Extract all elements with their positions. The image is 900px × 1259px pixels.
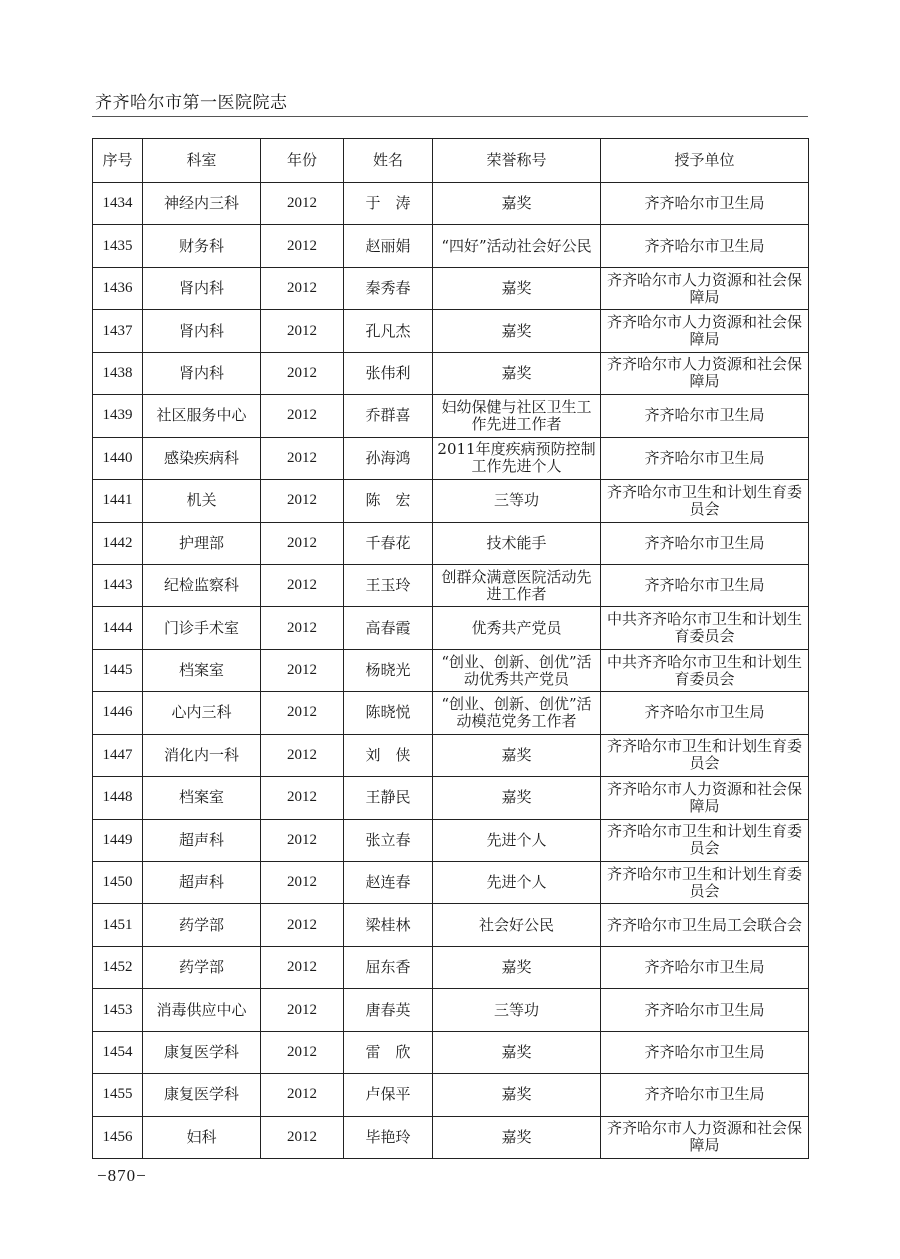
column-header-awarding-unit: 授予单位 bbox=[601, 139, 809, 183]
cell-awarding-unit: 齐齐哈尔市卫生局 bbox=[601, 989, 809, 1031]
cell-awarding-unit: 齐齐哈尔市人力资源和社会保障局 bbox=[601, 352, 809, 394]
cell-year: 2012 bbox=[261, 564, 344, 606]
cell-department: 消化内一科 bbox=[143, 734, 261, 776]
cell-honor: 嘉奖 bbox=[433, 267, 601, 309]
cell-awarding-unit: 齐齐哈尔市卫生和计划生育委员会 bbox=[601, 862, 809, 904]
cell-department: 康复医学科 bbox=[143, 1074, 261, 1116]
cell-number: 1455 bbox=[93, 1074, 143, 1116]
table-row bbox=[93, 183, 809, 225]
cell-year: 2012 bbox=[261, 692, 344, 734]
table-row bbox=[93, 267, 809, 309]
cell-honor: 嘉奖 bbox=[433, 352, 601, 394]
table-row bbox=[93, 777, 809, 819]
cell-department: 档案室 bbox=[143, 777, 261, 819]
cell-department: 机关 bbox=[143, 480, 261, 522]
table-row bbox=[93, 352, 809, 394]
header-rule bbox=[92, 116, 808, 117]
cell-honor: 妇幼保健与社区卫生工作先进工作者 bbox=[433, 395, 601, 437]
column-header-honor: 荣誉称号 bbox=[433, 139, 601, 183]
cell-awarding-unit: 齐齐哈尔市卫生局 bbox=[601, 946, 809, 988]
column-header-name: 姓名 bbox=[344, 139, 433, 183]
cell-year: 2012 bbox=[261, 607, 344, 649]
column-header-number: 序号 bbox=[93, 139, 143, 183]
cell-name: 孔凡杰 bbox=[344, 310, 433, 352]
cell-department: 肾内科 bbox=[143, 310, 261, 352]
cell-awarding-unit: 齐齐哈尔市卫生和计划生育委员会 bbox=[601, 734, 809, 776]
running-header-title: 齐齐哈尔市第一医院院志 bbox=[95, 93, 288, 113]
cell-name: 于 涛 bbox=[344, 183, 433, 225]
table-row bbox=[93, 607, 809, 649]
cell-name: 屈东香 bbox=[344, 946, 433, 988]
cell-number: 1454 bbox=[93, 1031, 143, 1073]
cell-name: 乔群喜 bbox=[344, 395, 433, 437]
cell-awarding-unit: 齐齐哈尔市卫生和计划生育委员会 bbox=[601, 480, 809, 522]
table-header-row bbox=[93, 139, 809, 183]
cell-department: 财务科 bbox=[143, 225, 261, 267]
cell-name: 雷 欣 bbox=[344, 1031, 433, 1073]
cell-number: 1452 bbox=[93, 946, 143, 988]
cell-honor: “创业、创新、创优”活动优秀共产党员 bbox=[433, 649, 601, 691]
table-row bbox=[93, 480, 809, 522]
table-row bbox=[93, 989, 809, 1031]
cell-year: 2012 bbox=[261, 480, 344, 522]
cell-honor: 嘉奖 bbox=[433, 1116, 601, 1158]
cell-awarding-unit: 齐齐哈尔市卫生局 bbox=[601, 692, 809, 734]
cell-number: 1438 bbox=[93, 352, 143, 394]
cell-honor: 嘉奖 bbox=[433, 734, 601, 776]
cell-number: 1436 bbox=[93, 267, 143, 309]
cell-department: 超声科 bbox=[143, 862, 261, 904]
cell-department: 感染疾病科 bbox=[143, 437, 261, 479]
page-number: −870− bbox=[97, 1166, 147, 1185]
cell-number: 1443 bbox=[93, 564, 143, 606]
cell-number: 1445 bbox=[93, 649, 143, 691]
cell-awarding-unit: 中共齐齐哈尔市卫生和计划生育委员会 bbox=[601, 607, 809, 649]
cell-year: 2012 bbox=[261, 437, 344, 479]
cell-name: 赵丽娟 bbox=[344, 225, 433, 267]
cell-year: 2012 bbox=[261, 1074, 344, 1116]
cell-name: 张立春 bbox=[344, 819, 433, 861]
cell-number: 1449 bbox=[93, 819, 143, 861]
cell-honor: 嘉奖 bbox=[433, 946, 601, 988]
cell-name: 秦秀春 bbox=[344, 267, 433, 309]
cell-year: 2012 bbox=[261, 862, 344, 904]
column-header-year: 年份 bbox=[261, 139, 344, 183]
cell-year: 2012 bbox=[261, 989, 344, 1031]
cell-department: 纪检监察科 bbox=[143, 564, 261, 606]
cell-honor: 三等功 bbox=[433, 480, 601, 522]
cell-name: 唐春英 bbox=[344, 989, 433, 1031]
cell-awarding-unit: 齐齐哈尔市人力资源和社会保障局 bbox=[601, 267, 809, 309]
cell-awarding-unit: 齐齐哈尔市卫生局 bbox=[601, 1074, 809, 1116]
cell-honor: 嘉奖 bbox=[433, 777, 601, 819]
cell-name: 陈晓悦 bbox=[344, 692, 433, 734]
cell-number: 1450 bbox=[93, 862, 143, 904]
cell-awarding-unit: 齐齐哈尔市卫生局 bbox=[601, 1031, 809, 1073]
cell-awarding-unit: 齐齐哈尔市卫生局 bbox=[601, 564, 809, 606]
cell-name: 孙海鸿 bbox=[344, 437, 433, 479]
table-row bbox=[93, 1031, 809, 1073]
cell-department: 药学部 bbox=[143, 946, 261, 988]
table-row bbox=[93, 1074, 809, 1116]
cell-department: 肾内科 bbox=[143, 352, 261, 394]
cell-year: 2012 bbox=[261, 734, 344, 776]
cell-number: 1453 bbox=[93, 989, 143, 1031]
cell-year: 2012 bbox=[261, 183, 344, 225]
cell-awarding-unit: 齐齐哈尔市卫生局 bbox=[601, 437, 809, 479]
cell-honor: 嘉奖 bbox=[433, 183, 601, 225]
cell-year: 2012 bbox=[261, 946, 344, 988]
cell-number: 1446 bbox=[93, 692, 143, 734]
table-row bbox=[93, 564, 809, 606]
cell-year: 2012 bbox=[261, 1116, 344, 1158]
cell-number: 1448 bbox=[93, 777, 143, 819]
cell-department: 康复医学科 bbox=[143, 1031, 261, 1073]
table-row bbox=[93, 946, 809, 988]
cell-name: 杨晓光 bbox=[344, 649, 433, 691]
cell-year: 2012 bbox=[261, 819, 344, 861]
cell-name: 千春花 bbox=[344, 522, 433, 564]
cell-department: 神经内三科 bbox=[143, 183, 261, 225]
cell-honor: 嘉奖 bbox=[433, 1031, 601, 1073]
cell-year: 2012 bbox=[261, 225, 344, 267]
cell-awarding-unit: 齐齐哈尔市卫生局 bbox=[601, 395, 809, 437]
cell-name: 梁桂林 bbox=[344, 904, 433, 946]
cell-awarding-unit: 齐齐哈尔市卫生局工会联合会 bbox=[601, 904, 809, 946]
cell-awarding-unit: 齐齐哈尔市卫生局 bbox=[601, 522, 809, 564]
cell-honor: “四好”活动社会好公民 bbox=[433, 225, 601, 267]
cell-department: 肾内科 bbox=[143, 267, 261, 309]
cell-honor: 先进个人 bbox=[433, 862, 601, 904]
cell-department: 消毒供应中心 bbox=[143, 989, 261, 1031]
table-row bbox=[93, 649, 809, 691]
honors-table bbox=[92, 138, 809, 1159]
cell-name: 毕艳玲 bbox=[344, 1116, 433, 1158]
cell-number: 1437 bbox=[93, 310, 143, 352]
cell-number: 1444 bbox=[93, 607, 143, 649]
cell-department: 护理部 bbox=[143, 522, 261, 564]
cell-honor: “创业、创新、创优”活动模范党务工作者 bbox=[433, 692, 601, 734]
cell-awarding-unit: 齐齐哈尔市卫生局 bbox=[601, 225, 809, 267]
cell-name: 陈 宏 bbox=[344, 480, 433, 522]
cell-awarding-unit: 齐齐哈尔市人力资源和社会保障局 bbox=[601, 777, 809, 819]
cell-year: 2012 bbox=[261, 267, 344, 309]
cell-honor: 创群众满意医院活动先进工作者 bbox=[433, 564, 601, 606]
cell-year: 2012 bbox=[261, 777, 344, 819]
cell-name: 刘 侠 bbox=[344, 734, 433, 776]
table-row bbox=[93, 437, 809, 479]
cell-number: 1435 bbox=[93, 225, 143, 267]
cell-year: 2012 bbox=[261, 352, 344, 394]
cell-awarding-unit: 中共齐齐哈尔市卫生和计划生育委员会 bbox=[601, 649, 809, 691]
cell-year: 2012 bbox=[261, 649, 344, 691]
cell-awarding-unit: 齐齐哈尔市人力资源和社会保障局 bbox=[601, 1116, 809, 1158]
table-row bbox=[93, 1116, 809, 1158]
cell-number: 1442 bbox=[93, 522, 143, 564]
cell-number: 1456 bbox=[93, 1116, 143, 1158]
cell-department: 门诊手术室 bbox=[143, 607, 261, 649]
cell-honor: 2011年度疾病预防控制工作先进个人 bbox=[433, 437, 601, 479]
table-row bbox=[93, 734, 809, 776]
cell-awarding-unit: 齐齐哈尔市人力资源和社会保障局 bbox=[601, 310, 809, 352]
cell-honor: 三等功 bbox=[433, 989, 601, 1031]
cell-department: 药学部 bbox=[143, 904, 261, 946]
cell-honor: 社会好公民 bbox=[433, 904, 601, 946]
cell-name: 张伟利 bbox=[344, 352, 433, 394]
cell-number: 1439 bbox=[93, 395, 143, 437]
cell-honor: 优秀共产党员 bbox=[433, 607, 601, 649]
cell-honor: 先进个人 bbox=[433, 819, 601, 861]
table-row bbox=[93, 522, 809, 564]
cell-honor: 嘉奖 bbox=[433, 1074, 601, 1116]
cell-name: 赵连春 bbox=[344, 862, 433, 904]
table-row bbox=[93, 395, 809, 437]
cell-name: 王静民 bbox=[344, 777, 433, 819]
cell-honor: 技术能手 bbox=[433, 522, 601, 564]
table-row bbox=[93, 692, 809, 734]
cell-number: 1451 bbox=[93, 904, 143, 946]
cell-year: 2012 bbox=[261, 395, 344, 437]
cell-awarding-unit: 齐齐哈尔市卫生局 bbox=[601, 183, 809, 225]
cell-honor: 嘉奖 bbox=[433, 310, 601, 352]
cell-name: 高春霞 bbox=[344, 607, 433, 649]
cell-number: 1447 bbox=[93, 734, 143, 776]
cell-department: 超声科 bbox=[143, 819, 261, 861]
cell-year: 2012 bbox=[261, 904, 344, 946]
table-body bbox=[93, 183, 809, 1159]
cell-number: 1434 bbox=[93, 183, 143, 225]
table-row bbox=[93, 862, 809, 904]
cell-department: 心内三科 bbox=[143, 692, 261, 734]
cell-number: 1440 bbox=[93, 437, 143, 479]
cell-department: 社区服务中心 bbox=[143, 395, 261, 437]
column-header-department: 科室 bbox=[143, 139, 261, 183]
table-row bbox=[93, 904, 809, 946]
cell-year: 2012 bbox=[261, 522, 344, 564]
cell-department: 档案室 bbox=[143, 649, 261, 691]
cell-number: 1441 bbox=[93, 480, 143, 522]
cell-year: 2012 bbox=[261, 310, 344, 352]
table-row bbox=[93, 819, 809, 861]
cell-year: 2012 bbox=[261, 1031, 344, 1073]
cell-name: 卢保平 bbox=[344, 1074, 433, 1116]
cell-department: 妇科 bbox=[143, 1116, 261, 1158]
table-row bbox=[93, 225, 809, 267]
cell-awarding-unit: 齐齐哈尔市卫生和计划生育委员会 bbox=[601, 819, 809, 861]
table-row bbox=[93, 310, 809, 352]
cell-name: 王玉玲 bbox=[344, 564, 433, 606]
